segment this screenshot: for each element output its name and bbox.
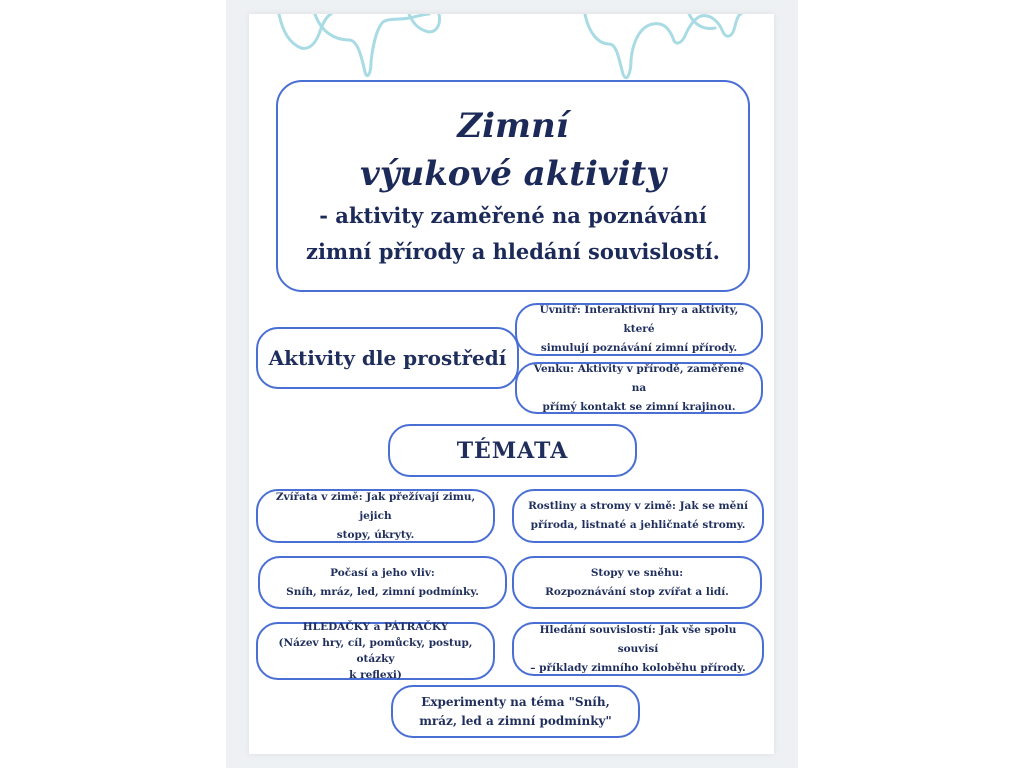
inside-line-2: simulují poznávání zimní přírody.: [540, 342, 738, 354]
outside-line-1: Venku: Aktivity v přírodě, zaměřené na: [533, 362, 745, 394]
inside-line-1: Uvnitř: Interaktivní hry a aktivity, které: [539, 304, 739, 335]
subtitle-line-2: zimní přírody a hledání souvislostí.: [306, 239, 720, 264]
topics-heading-box: [388, 424, 637, 477]
worksheet-page: [249, 14, 774, 754]
environment-label: Aktivity dle prostředí: [268, 346, 507, 370]
topic-experiments: [391, 685, 640, 738]
topic-search-games: [256, 622, 495, 680]
topic-line: Rozpoznávání stop zvířat a lidí.: [545, 585, 729, 598]
topic-line: Rostliny a stromy v zimě: Jak se mění: [528, 500, 748, 512]
title-line-2: výukové aktivity: [359, 154, 667, 194]
topic-line: Stopy ve sněhu:: [590, 566, 684, 579]
topic-connections: [512, 622, 764, 676]
topic-line: příroda, listnaté a jehličnaté stromy.: [530, 519, 746, 531]
topics-heading: TÉMATA: [456, 437, 569, 464]
topic-line: mráz, led a zimní podmínky": [419, 713, 612, 728]
outside-line-2: přímý kontakt se zimní krajinou.: [542, 400, 736, 413]
topic-animals: [256, 489, 495, 543]
topic-weather: [258, 556, 507, 609]
topic-line: Experimenty na téma "Sníh,: [421, 694, 610, 709]
topic-line: Hledání souvislostí: Jak vše spolu souvisí: [539, 623, 737, 655]
topic-line: Sníh, mráz, led, zimní podmínky.: [286, 585, 479, 598]
topic-line: (Název hry, cíl, pomůcky, postup, otázky: [278, 637, 473, 665]
topic-line: Zvířata v zimě: Jak přežívají zimu, jejich: [275, 490, 476, 522]
outside-activities-box: [515, 362, 763, 414]
topic-plants: [512, 489, 764, 543]
title-line-1: Zimní: [457, 106, 569, 146]
topic-line: stopy, úkryty.: [336, 528, 415, 541]
subtitle-line-1: - aktivity zaměřené na poznávání: [319, 203, 707, 228]
inside-activities-box: [515, 303, 763, 356]
topic-line: Počasí a jeho vliv:: [330, 566, 435, 579]
topic-line: HLEDAČKY a PÁTRAČKY: [302, 621, 449, 633]
topic-tracks: [512, 556, 762, 609]
environment-label-box: [256, 327, 519, 389]
topic-line: k reflexi): [349, 669, 402, 681]
topic-line: – příklady zimního koloběhu přírody.: [530, 661, 746, 674]
title-box: [276, 80, 750, 292]
